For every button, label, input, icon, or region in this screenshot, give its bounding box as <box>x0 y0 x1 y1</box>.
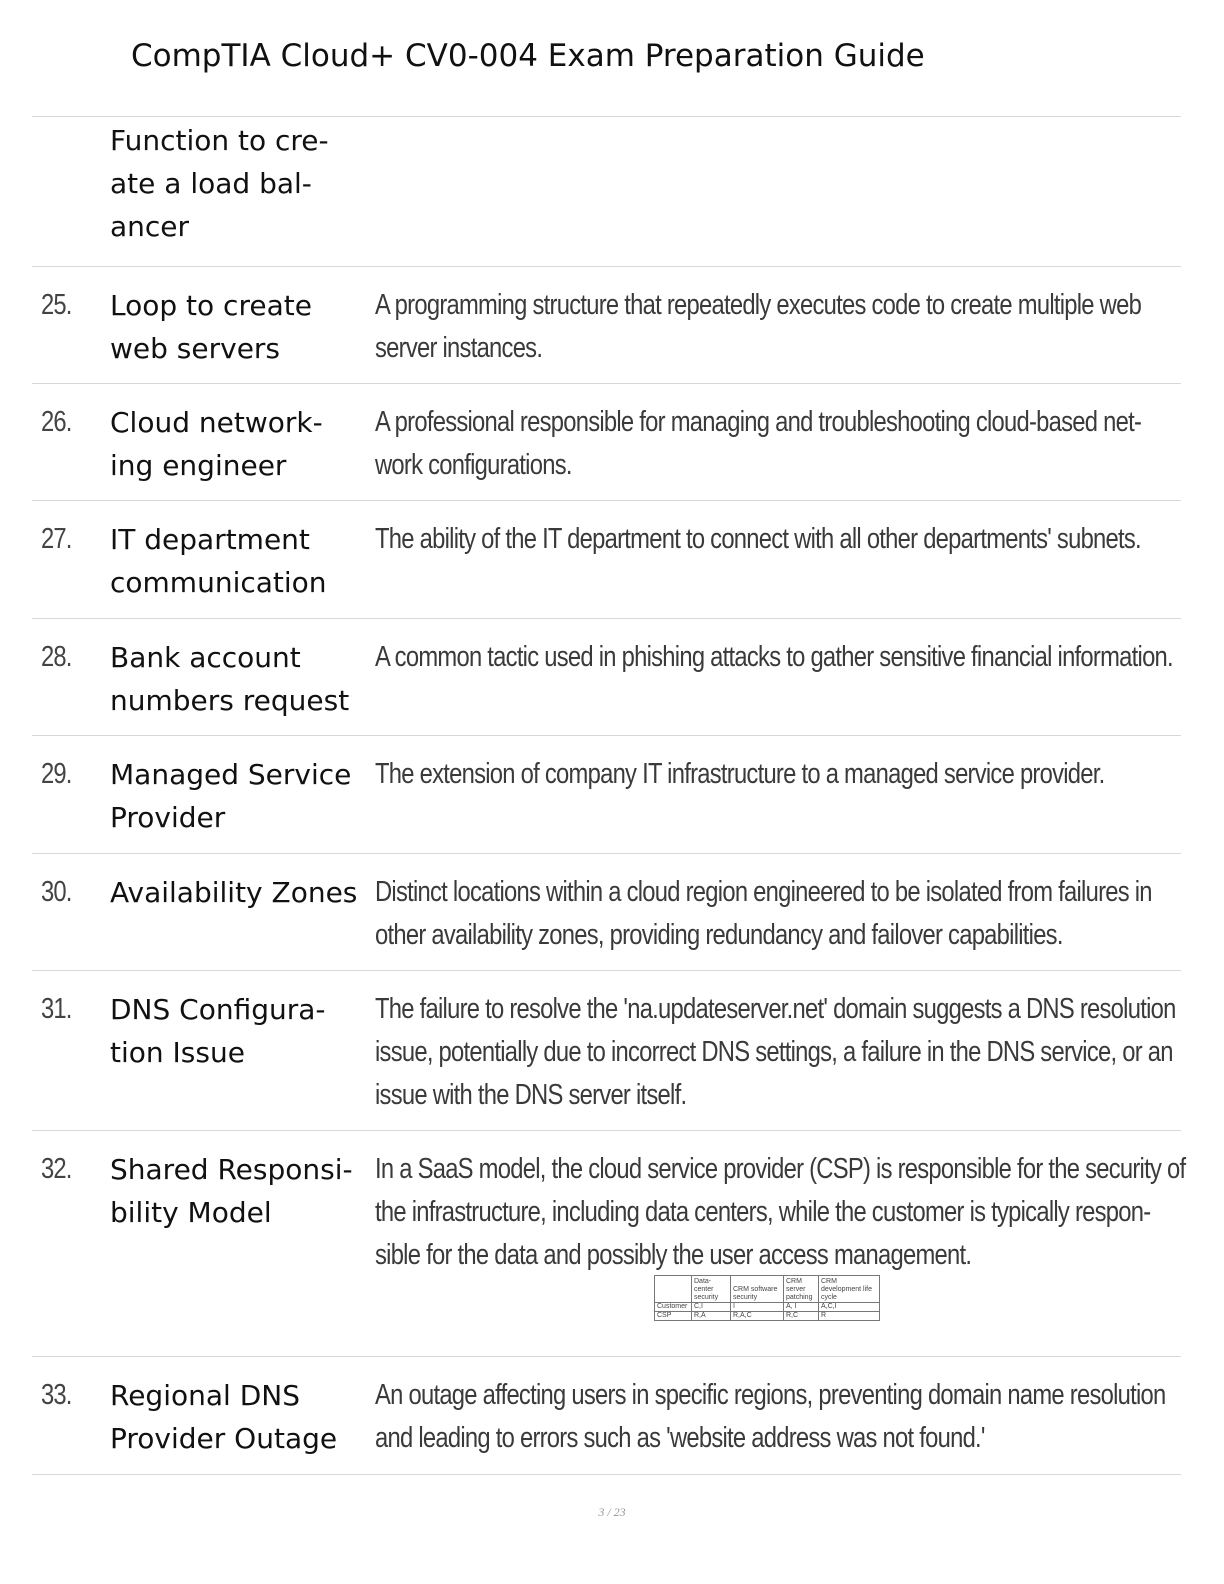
entry-number: 28. <box>41 641 72 673</box>
page-title: CompTIA Cloud+ CV0-004 Exam Preparation Guide <box>131 38 925 74</box>
term-line: Availability Zones <box>110 876 358 909</box>
table-cell: Customer <box>655 1303 692 1312</box>
table-header-row <box>655 1276 880 1303</box>
responsibility-matrix-table <box>654 1275 880 1321</box>
description-line: A common tactic used in phishing attacks to gather sensitive financial information. <box>375 641 1173 673</box>
description-line: The extension of company IT infrastructure to a managed service provider. <box>375 758 1105 790</box>
entry-31 <box>32 970 1181 1131</box>
table-cell <box>655 1276 692 1303</box>
description-line: the infrastructure, including data centers, while the customer is typically respon- <box>375 1196 1151 1228</box>
page-number: 3 / 23 <box>598 1505 626 1519</box>
entry-term <box>110 636 400 722</box>
description-line: The ability of the IT department to connect with all other departments' subnets. <box>375 523 1141 555</box>
table-row <box>655 1312 880 1321</box>
entry-number: 26. <box>41 406 72 438</box>
description-line: Distinct locations within a cloud region engineered to be isolated from failures in <box>375 876 1152 908</box>
table-cell: Data-center security <box>692 1276 731 1303</box>
entry-term <box>110 284 372 370</box>
table-cell: I <box>731 1303 784 1312</box>
description-line: issue with the DNS server itself. <box>375 1079 687 1111</box>
description-line: sible for the data and possibly the user access management. <box>375 1239 972 1271</box>
description-line: server instances. <box>375 332 543 364</box>
table-cell: R,A <box>692 1312 731 1321</box>
entry-term <box>110 518 372 604</box>
entry-description <box>375 284 1164 370</box>
entry-description <box>375 401 1164 487</box>
table-cell: CRM server patching <box>784 1276 819 1303</box>
entry-description <box>375 518 1164 561</box>
term-line: IT department <box>110 523 310 556</box>
entry-description <box>375 871 1164 957</box>
entry-25 <box>32 266 1181 384</box>
entry-term <box>110 871 400 914</box>
entry-28 <box>32 618 1181 736</box>
term-line: ancer <box>110 210 190 243</box>
entry-number: 33. <box>41 1379 72 1411</box>
entry-continued <box>32 116 1181 267</box>
entry-term <box>110 753 400 839</box>
entry-number: 29. <box>41 758 72 790</box>
description-line: other availability zones, providing redundancy and failover capabilities. <box>375 919 1063 951</box>
entry-description <box>375 636 1173 679</box>
table-cell: R,C <box>784 1312 819 1321</box>
table-cell: CSP <box>655 1312 692 1321</box>
table-cell: R,A,C <box>731 1312 784 1321</box>
description-line: issue, potentially due to incorrect DNS settings, a failure in the DNS service, or an <box>375 1036 1173 1068</box>
entry-description <box>375 1148 1186 1277</box>
entry-30 <box>32 853 1181 971</box>
table-cell: A,C,I <box>819 1303 880 1312</box>
term-line: Cloud network- <box>110 406 323 439</box>
term-line: Bank account <box>110 641 301 674</box>
description-line: A programming structure that repeatedly executes code to create multiple web <box>375 289 1142 321</box>
entry-27 <box>32 500 1181 619</box>
term-line: tion Issue <box>110 1036 245 1069</box>
entry-26 <box>32 383 1181 501</box>
entry-description <box>375 1374 1164 1460</box>
term-line: Shared Responsi- <box>110 1153 353 1186</box>
entry-33 <box>32 1356 1181 1475</box>
term-line: ing engineer <box>110 449 287 482</box>
term-line: communication <box>110 566 327 599</box>
entry-description <box>375 988 1176 1117</box>
term-line: Provider Outage <box>110 1422 338 1455</box>
term-line: Loop to create <box>110 289 312 322</box>
description-line: The failure to resolve the 'na.updateserver.net' domain suggests a DNS resolution <box>375 993 1176 1025</box>
description-line: A professional responsible for managing and troubleshooting cloud-based net- <box>375 406 1142 438</box>
term-line: Function to cre- <box>110 124 329 157</box>
term-line: numbers request <box>110 684 350 717</box>
table-cell: R <box>819 1312 880 1321</box>
entry-term <box>110 401 372 487</box>
entry-number: 31. <box>41 993 72 1025</box>
table-cell: CRM development life cycle <box>819 1276 880 1303</box>
term-line: Managed Service <box>110 758 352 791</box>
table-row <box>655 1303 880 1312</box>
entry-term <box>110 1148 400 1234</box>
description-line: An outage affecting users in specific regions, preventing domain name resolution <box>375 1379 1166 1411</box>
entry-term <box>110 988 372 1074</box>
entry-number: 27. <box>41 523 72 555</box>
table-cell: CRM software security <box>731 1276 784 1303</box>
entry-term <box>110 119 372 248</box>
entry-description <box>375 753 1164 796</box>
term-line: web servers <box>110 332 281 365</box>
term-line: ate a load bal- <box>110 167 312 200</box>
entry-32 <box>32 1130 1186 1357</box>
entry-number: 30. <box>41 876 72 908</box>
term-line: Provider <box>110 801 226 834</box>
term-line: DNS Configura- <box>110 993 326 1026</box>
entry-term <box>110 1374 400 1460</box>
description-line: work configurations. <box>375 449 572 481</box>
entry-number: 32. <box>41 1153 72 1185</box>
description-line: In a SaaS model, the cloud service provider (CSP) is responsible for the security of <box>375 1153 1186 1185</box>
table-cell: C,I <box>692 1303 731 1312</box>
table-cell: A, I <box>784 1303 819 1312</box>
term-line: Regional DNS <box>110 1379 300 1412</box>
term-line: bility Model <box>110 1196 272 1229</box>
entry-29 <box>32 735 1181 854</box>
description-line: and leading to errors such as 'website address was not found.' <box>375 1422 985 1454</box>
entry-number: 25. <box>41 289 72 321</box>
